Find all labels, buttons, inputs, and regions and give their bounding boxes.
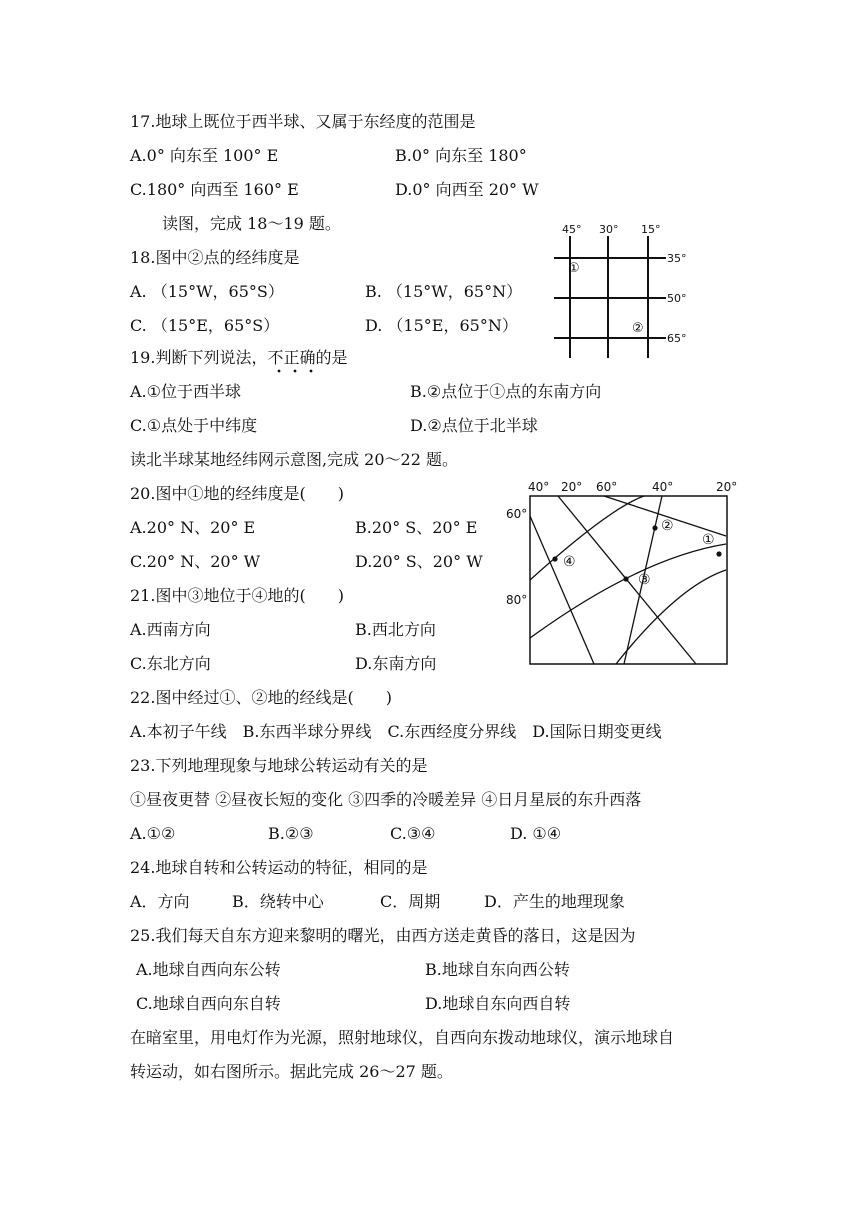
q24-option-a: A．方向 [130,892,190,911]
intro-20-22: 读北半球某地经纬网示意图,完成 20～22 题。 [130,450,458,469]
q25-option-c: C.地球自西向东自转 [136,994,281,1013]
fig1-lon-label-1: 45° [562,223,582,236]
q19-stem-emphasis: 不正确 [267,348,316,367]
q19-stem-post: 的是 [315,348,348,367]
fig2-point-4: ④ [563,554,576,570]
q20-option-d: D.20° S、20° W [355,552,483,571]
fig1-point-1: ① [568,261,580,276]
q17-option-d: D.0° 向西至 20° W [395,180,539,199]
q23-option-d: D. ①④ [510,824,562,843]
fig2-top-label-1: 40° [528,480,550,494]
q21-stem: 21.图中③地位于④地的( ) [130,586,344,605]
fig1-lat-label-3: 65° [667,332,687,345]
q25-option-b: B.地球自东向西公转 [425,960,570,979]
fig1-point-2: ② [632,321,644,336]
q18-option-a: A. （15°W，65°S） [130,282,284,301]
q18-stem: 18.图中②点的经纬度是 [130,248,300,267]
fig1-lon-label-2: 30° [599,223,619,236]
q22-options: A.本初子午线 B.东西半球分界线 C.东西经度分界线 D.国际日期变更线 [130,722,662,741]
q25-option-a: A.地球自西向东公转 [136,960,281,979]
grid-map-figure-2 [500,476,745,672]
q21-option-d: D.东南方向 [355,654,437,673]
q23-option-b: B.②③ [268,824,314,843]
intro-18-19: 读图，完成 18～19 题。 [162,214,341,233]
fig2-top-label-5: 20° [716,480,738,494]
intro-26-27-line1: 在暗室里，用电灯作为光源，照射地球仪，自西向东拨动地球仪，演示地球自 [130,1028,675,1047]
q20-stem: 20.图中①地的经纬度是( ) [130,484,344,503]
fig2-left-label-2: 80° [506,593,528,607]
q19-option-d: D.②点位于北半球 [410,416,538,435]
fig2-point-2: ② [661,518,674,534]
q20-option-c: C.20° N、20° W [130,552,261,571]
q21-option-a: A.西南方向 [130,620,211,639]
fig2-point-1: ① [702,532,715,548]
q24-stem: 24.地球自转和公转运动的特征，相同的是 [130,858,428,877]
q18-option-c: C. （15°E，65°S） [130,316,280,335]
fig2-point-3: ③ [638,572,651,588]
q20-option-b: B.20° S、20° E [355,518,478,537]
q23-option-c: C.③④ [390,824,436,843]
fig2-top-label-4: 40° [652,480,674,494]
q17-option-a: A.0° 向东至 100° E [130,146,279,165]
intro-26-27-line2: 转运动，如右图所示。据此完成 26～27 题。 [130,1062,453,1081]
q23-option-a: A.①② [130,824,176,843]
fig2-top-label-3: 60° [596,480,618,494]
fig1-lat-label-1: 35° [667,252,687,265]
q25-stem: 25.我们每天自东方迎来黎明的曙光，由西方送走黄昏的落日，这是因为 [130,926,636,945]
q17-option-b: B.0° 向东至 180° [395,146,527,165]
fig1-lat-label-2: 50° [667,292,687,305]
q18-option-b: B. （15°W，65°N） [365,282,523,301]
q24-option-d: D．产生的地理现象 [484,892,625,911]
fig1-lon-label-3: 15° [641,223,661,236]
fig2-dot-3 [623,576,628,581]
q25-option-d: D.地球自东向西自转 [425,994,571,1013]
q23-items: ①昼夜更替 ②昼夜长短的变化 ③四季的冷暖差异 ④日月星辰的东升西落 [130,790,642,809]
q21-option-c: C.东北方向 [130,654,211,673]
q19-option-c: C.①点处于中纬度 [130,416,258,435]
q24-option-b: B．绕转中心 [232,892,324,911]
q21-option-b: B.西北方向 [355,620,436,639]
fig2-dot-4 [552,556,557,561]
grid-map-figure-1 [548,222,693,362]
q18-option-d: D. （15°E，65°N） [365,316,518,335]
q19-stem [130,348,347,368]
fig2-top-label-2: 20° [561,480,583,494]
fig2-left-label-1: 60° [506,507,528,521]
q19-option-b: B.②点位于①点的东南方向 [410,382,602,401]
q24-option-c: C．周期 [380,892,441,911]
q22-stem: 22.图中经过①、②地的经线是( ) [130,688,392,707]
q19-stem-pre: 19.判断下列说法， [130,348,268,367]
q23-stem: 23.下列地理现象与地球公转运动有关的是 [130,756,428,775]
fig2-dot-1 [716,551,721,556]
fig2-dot-2 [652,525,657,530]
q17-stem: 17.地球上既位于西半球、又属于东经度的范围是 [130,112,476,131]
q19-option-a: A.①位于西半球 [130,382,241,401]
q20-option-a: A.20° N、20° E [130,518,256,537]
q17-option-c: C.180° 向西至 160° E [130,180,299,199]
